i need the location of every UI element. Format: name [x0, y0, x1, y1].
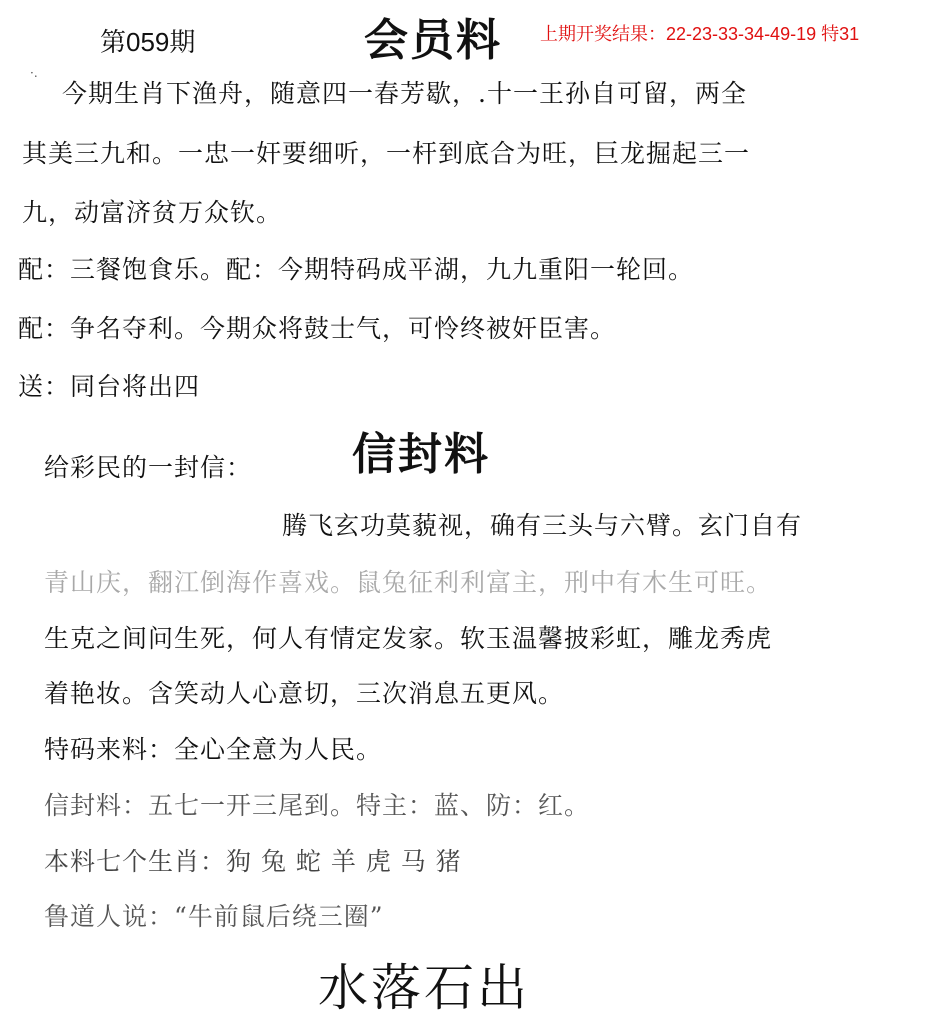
pei-line-1: 配：三餐饱食乐。配：今期特码成平湖，九九重阳一轮回。	[18, 255, 695, 284]
member-title: 会员料	[364, 15, 502, 66]
letter-greeting: 给彩民的一封信：	[44, 453, 253, 482]
scan-specks: ·.	[30, 66, 38, 80]
issue-number: 第059期	[100, 27, 196, 57]
daoren-says-line: 鲁道人说：“牛前鼠后绕三圈”	[44, 902, 384, 931]
letter-line-1: 腾飞玄功莫藐视，确有三头与六臂。玄门自有	[282, 511, 803, 540]
letter-line-3: 生克之间问生死，何人有情定发家。软玉温馨披彩虹，雕龙秀虎	[44, 624, 773, 653]
poem-line-2: 其美三九和。一忠一奸要细听，一杆到底合为旺，巨龙掘起三一	[22, 139, 751, 168]
previous-result: 上期开奖结果：22-23-33-34-49-19 特31	[540, 24, 860, 44]
song-line: 送：同台将出四	[18, 372, 201, 401]
xinfeng-line: 信封料：五七一开三尾到。特主：蓝、防：红。	[44, 791, 591, 820]
tema-line: 特码来料：全心全意为人民。	[44, 735, 383, 764]
letter-line-4: 着艳妆。含笑动人心意切，三次消息五更风。	[44, 679, 565, 708]
footer-phrase: 水落石出	[318, 959, 530, 1017]
zodiac-line: 本料七个生肖：狗 兔 蛇 羊 虎 马 猪	[44, 847, 462, 876]
letter-title: 信封料	[352, 429, 490, 480]
pei-line-2: 配：争名夺利。今期众将鼓士气，可怜终被奸臣害。	[18, 314, 617, 343]
letter-line-2: 青山庆，翻江倒海作喜戏。鼠兔征利利富主，刑中有木生可旺。	[44, 568, 773, 597]
poem-line-1: 今期生肖下渔舟，随意四一春芳歇，.十一王孙自可留，两全	[62, 79, 747, 108]
poem-line-3: 九，动富济贫万众钦。	[22, 198, 283, 227]
